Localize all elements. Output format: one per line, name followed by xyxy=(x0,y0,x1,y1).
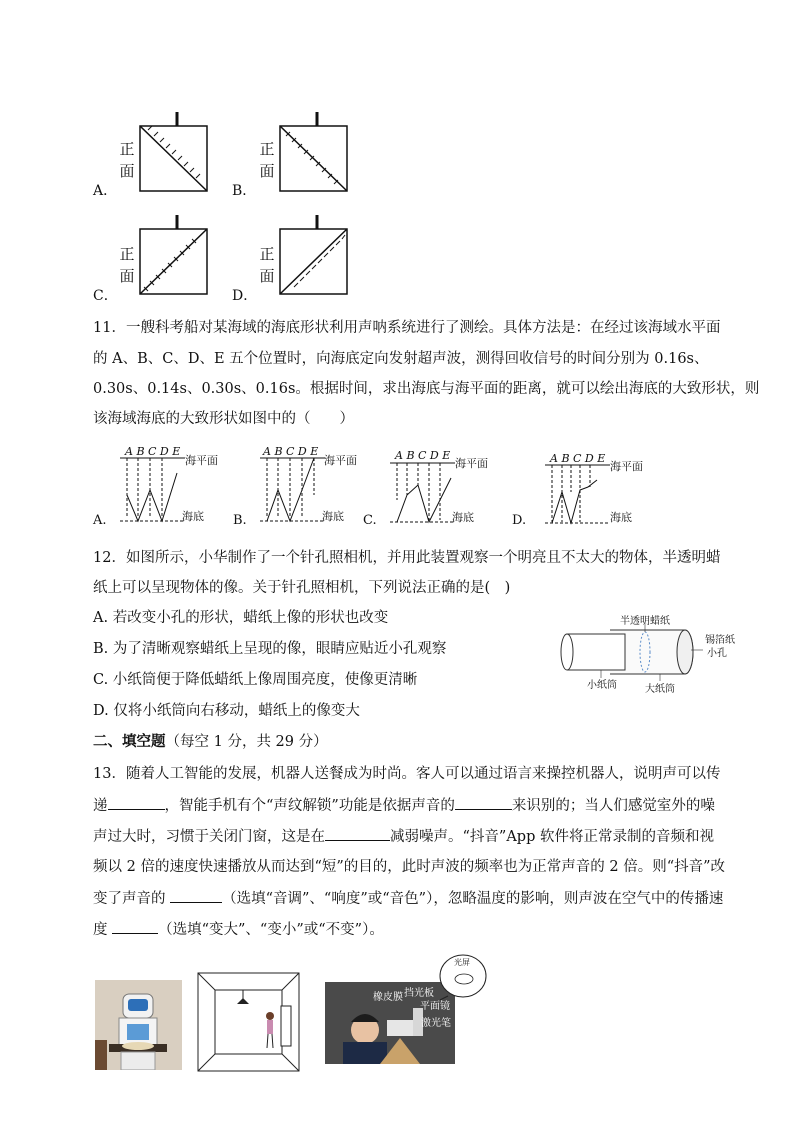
blank-1[interactable] xyxy=(108,795,165,810)
q12-option-c: C. 小纸筒便于降低蜡纸上像周围亮度，使像更清晰 xyxy=(93,672,418,688)
q13-text-5a: 变了声音的 xyxy=(93,891,171,907)
foil-label: 锡箔纸 xyxy=(705,635,735,646)
q11-diagram-a xyxy=(115,455,190,530)
q11-sealevel-c: 海平面 xyxy=(455,457,488,470)
q13-line-2 xyxy=(93,795,715,816)
q13-text-6a: 度 xyxy=(93,922,113,938)
q11-points-b: A B C D E xyxy=(263,445,319,458)
q13-line-4: 频以 2 倍的速度快速播放从而达到“短”的目的，此时声波的频率也为正常声音的 2 倍。则“抖音”改 xyxy=(93,859,726,875)
q10-diagram-c xyxy=(130,213,210,298)
q11-seafloor-c: 海底 xyxy=(452,511,474,524)
q11-option-d: D. xyxy=(512,513,527,528)
q11-sealevel-d: 海平面 xyxy=(610,460,643,473)
q13-text-6b: （选填“变大”、“变小”或“不变”）。 xyxy=(158,922,384,938)
q11-line-3: 0.30s、0.14s、0.30s、0.16s。根据时间，求出海底与海平面的距离，就可以绘出海底的大致形状，则 xyxy=(93,381,760,397)
q10-diagram-d xyxy=(270,213,350,298)
q12-option-b: B. 为了清晰观察蜡纸上呈现的像，眼睛应贴近小孔观察 xyxy=(93,641,447,657)
q13-line-3 xyxy=(93,826,714,847)
q11-option-c: C. xyxy=(363,513,377,528)
q11-seafloor-b: 海底 xyxy=(322,510,344,523)
q13-line-5 xyxy=(93,888,723,909)
mirror-label: 平面镜 xyxy=(420,1001,450,1012)
q13-line-1: 13．随着人工智能的发展，机器人送餐成为时尚。客人可以通过语言来操控机器人，说明声可以传 xyxy=(93,766,721,782)
section2-note: （每空 1 分，共 29 分） xyxy=(165,734,328,750)
robot-illustration xyxy=(95,980,182,1070)
wax-paper-label: 半透明蜡纸 xyxy=(620,616,670,627)
q11-sealevel-a: 海平面 xyxy=(185,454,218,467)
q13-text-3b: 减弱噪声。“抖音”App 软件将正常录制的音频和视 xyxy=(390,829,714,845)
room-illustration xyxy=(197,972,300,1072)
q12-stem-1: 12．如图所示，小华制作了一个针孔照相机，并用此装置观察一个明亮且不太大的物体，半透明蜡 xyxy=(93,550,721,566)
q11-seafloor-d: 海底 xyxy=(610,511,632,524)
q10-letter-c: C． xyxy=(93,288,118,304)
q11-seafloor-a: 海底 xyxy=(182,510,204,523)
q13-text-2a: 递 xyxy=(93,798,108,814)
membrane-label: 橡皮膜 xyxy=(373,992,403,1003)
robot-photo xyxy=(95,980,182,1070)
section2-heading xyxy=(93,732,328,752)
q11-sealevel-b: 海平面 xyxy=(324,454,357,467)
q11-points-a: A B C D E xyxy=(125,445,181,458)
zhengmian-label-a: 正 面 xyxy=(119,140,135,180)
q13-line-6 xyxy=(93,919,384,940)
q13-text-2b: ，智能手机有个“声纹解锁”功能是依据声音的 xyxy=(164,798,455,814)
q11-line-2: 的 A、B、C、D、E 五个位置时，向海底定向发射超声波，测得回收信号的时间分别为 0.16s、 xyxy=(93,351,709,367)
q11-option-a: A. xyxy=(93,513,107,528)
blank-2[interactable] xyxy=(455,795,512,810)
light-screen xyxy=(438,952,488,1000)
screen-label: 光屏 xyxy=(454,958,470,967)
q11-diagram-c xyxy=(385,460,460,530)
q13-text-5b: （选填“音调”、“响度”或“音色”），忽略温度的影响，则声波在空气中的传播速 xyxy=(222,891,724,907)
q11-points-c: A B C D E xyxy=(395,449,451,462)
small-tube-label: 小纸筒 xyxy=(587,680,617,691)
q10-diagram-a xyxy=(130,110,210,195)
zhengmian-label-c: 正 面 xyxy=(119,245,135,285)
q10-diagram-b xyxy=(270,110,350,195)
q10-letter-a: A． xyxy=(93,183,118,199)
hole-label: 小孔 xyxy=(707,648,727,659)
laser-label: 激光笔 xyxy=(421,1018,451,1029)
room-drawing xyxy=(197,972,300,1072)
section2-title: 二、填空题 xyxy=(93,733,166,750)
q10-letter-b: B． xyxy=(232,183,257,199)
q13-text-3a: 声过大时，习惯于关闭门窗，这是在 xyxy=(93,829,325,845)
q12-option-d: D. 仅将小纸筒向右移动，蜡纸上的像变大 xyxy=(93,703,360,719)
zhengmian-label-b: 正 面 xyxy=(259,140,275,180)
q10-letter-d: D． xyxy=(232,288,258,304)
q12-stem-2: 纸上可以呈现物体的像。关于针孔照相机，下列说法正确的是( ) xyxy=(93,580,511,596)
blank-5[interactable] xyxy=(112,919,158,934)
q12-option-a: A. 若改变小孔的形状，蜡纸上像的形状也改变 xyxy=(93,610,389,626)
q13-text-2c: 来识别的；当人们感觉室外的噪 xyxy=(511,798,715,814)
q11-diagram-b xyxy=(255,455,330,530)
q11-points-d: A B C D E xyxy=(550,452,606,465)
q11-diagram-d xyxy=(540,462,615,530)
zhengmian-label-d: 正 面 xyxy=(259,245,275,285)
q11-line-1: 11．一艘科考船对某海域的海底形状利用声呐系统进行了测绘。具体方法是：在经过该海域水平面 xyxy=(93,320,721,336)
blank-4[interactable] xyxy=(170,888,222,903)
board-label: 挡光板 xyxy=(404,988,434,999)
q11-option-b: B. xyxy=(233,513,247,528)
big-tube-label: 大纸筒 xyxy=(645,684,675,695)
blank-3[interactable] xyxy=(325,826,390,841)
q11-line-4: 该海域海底的大致形状如图中的（ ） xyxy=(93,411,354,427)
